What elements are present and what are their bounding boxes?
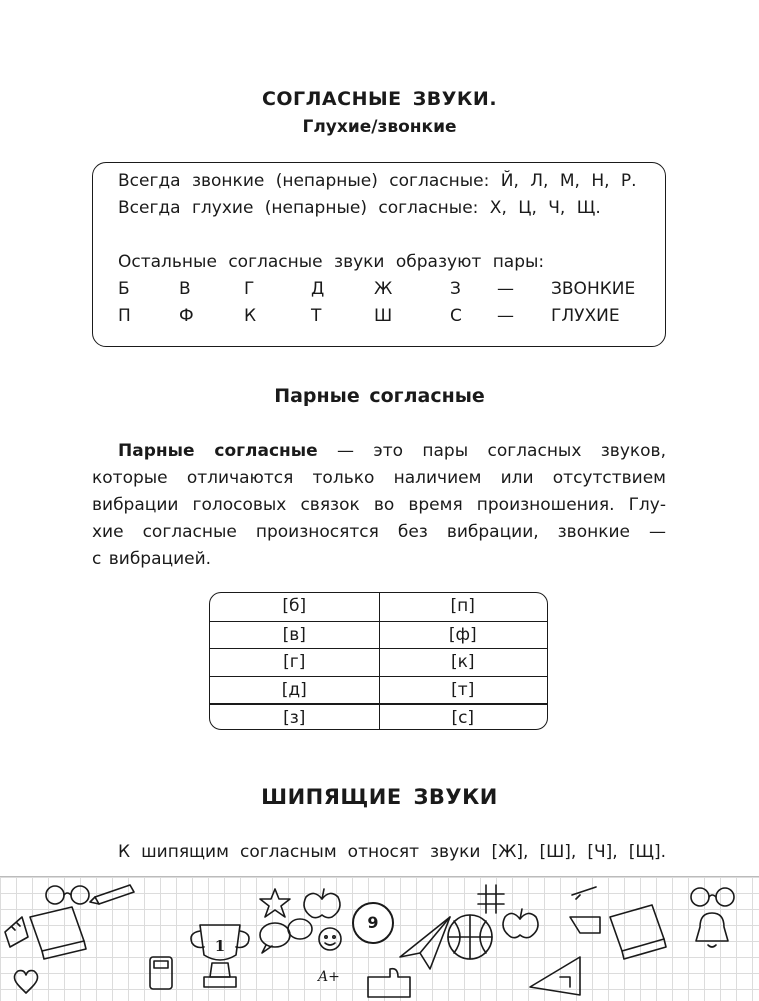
tic-tac-toe-icon — [478, 885, 504, 913]
heart-icon — [14, 971, 37, 994]
voiceless-label: ГЛУХИЕ — [551, 306, 620, 326]
trophy-icon — [191, 925, 249, 987]
rule-voiced-unpaired: Всегда звонкие (непарные) согласные: Й, Л, М, Н, Р. — [118, 171, 637, 191]
puzzle-icon — [368, 969, 410, 997]
letter-cell: К — [244, 306, 257, 326]
star-icon — [260, 889, 290, 917]
voiced-cell: [г] — [283, 652, 306, 673]
letter-cell: С — [450, 306, 462, 326]
paragraph-line: вибрации голосовых связок во время произношения. Глу- — [92, 495, 666, 515]
letter-cell: Д — [311, 279, 325, 299]
glasses-icon — [691, 888, 734, 906]
pencil-icon — [90, 885, 134, 904]
paragraph-line: хие согласные произносятся без вибрации, звонкие — — [92, 522, 666, 542]
apple-icon — [503, 909, 538, 938]
trophy-number: 1 — [214, 937, 226, 955]
voiced-cell: [д] — [281, 679, 307, 700]
rule-voiceless-unpaired: Всегда глухие (непарные) согласные: Х, Ц, Ч, Щ. — [118, 198, 601, 218]
letter-cell: Ж — [374, 279, 393, 299]
grade-text: A+ — [318, 969, 340, 985]
paragraph-line: с вибрацией. — [92, 549, 212, 569]
paper-plane-icon — [400, 917, 450, 969]
voiceless-cell: [п] — [450, 596, 475, 616]
page-title: СОГЛАСНЫЕ ЗВУКИ. — [261, 88, 498, 110]
consonant-pairs-table — [209, 592, 548, 730]
speech-bubble-icon — [260, 919, 312, 953]
voiceless-cell: [т] — [451, 679, 475, 700]
dash-cell: — — [497, 279, 514, 299]
letter-cell: В — [179, 279, 191, 299]
voiceless-cell: [с] — [451, 708, 475, 729]
voiceless-cell: [ф] — [448, 624, 477, 645]
letter-cell: З — [450, 279, 461, 299]
voiced-label: ЗВОНКИЕ — [551, 279, 636, 299]
page-subtitle: Глухие/звонкие — [302, 117, 457, 137]
paragraph-line: которые отличаются только наличием или отсутствием — [92, 468, 666, 488]
hissing-text: К шипящим согласным относят звуки [Ж], [Ш], [Ч], [Щ]. — [118, 842, 666, 862]
triangle-ruler-icon — [530, 957, 580, 995]
voiceless-cell: [к] — [450, 652, 475, 673]
voiced-letters-row — [93, 279, 665, 303]
page-number: 9 — [352, 902, 394, 944]
term-bold: Парные согласные — [118, 441, 318, 461]
calculator-icon — [150, 957, 172, 989]
voiced-cell: [з] — [283, 708, 306, 729]
book-icon — [610, 905, 666, 959]
rule-pairs-intro: Остальные согласные звуки образуют пары: — [118, 252, 545, 272]
letter-cell: Г — [244, 279, 255, 299]
letter-cell: Ф — [179, 306, 194, 326]
paired-consonants-heading: Парные согласные — [274, 385, 485, 407]
hissing-heading: ШИПЯЩИЕ ЗВУКИ — [261, 785, 498, 809]
letter-cell: Б — [118, 279, 130, 299]
apple-icon — [304, 889, 340, 918]
voiced-cell: [в] — [282, 624, 306, 645]
letter-cell: Ш — [374, 306, 393, 326]
glasses-icon — [46, 886, 89, 904]
letter-cell: Т — [311, 306, 322, 326]
basketball-icon — [448, 915, 492, 959]
paragraph-line — [118, 441, 666, 461]
ruler-icon — [570, 887, 600, 933]
book-icon — [30, 907, 86, 959]
ruler-icon — [5, 917, 28, 947]
dash-cell: — — [497, 306, 514, 326]
voiceless-letters-row — [93, 306, 665, 330]
term-rest: — это пары согласных звуков, — [317, 441, 666, 461]
voiced-cell: [б] — [282, 596, 307, 616]
rule-box — [92, 162, 666, 347]
table-divider — [379, 593, 380, 729]
letter-cell: П — [118, 306, 131, 326]
smiley-icon — [319, 928, 341, 950]
bell-icon — [696, 913, 728, 947]
